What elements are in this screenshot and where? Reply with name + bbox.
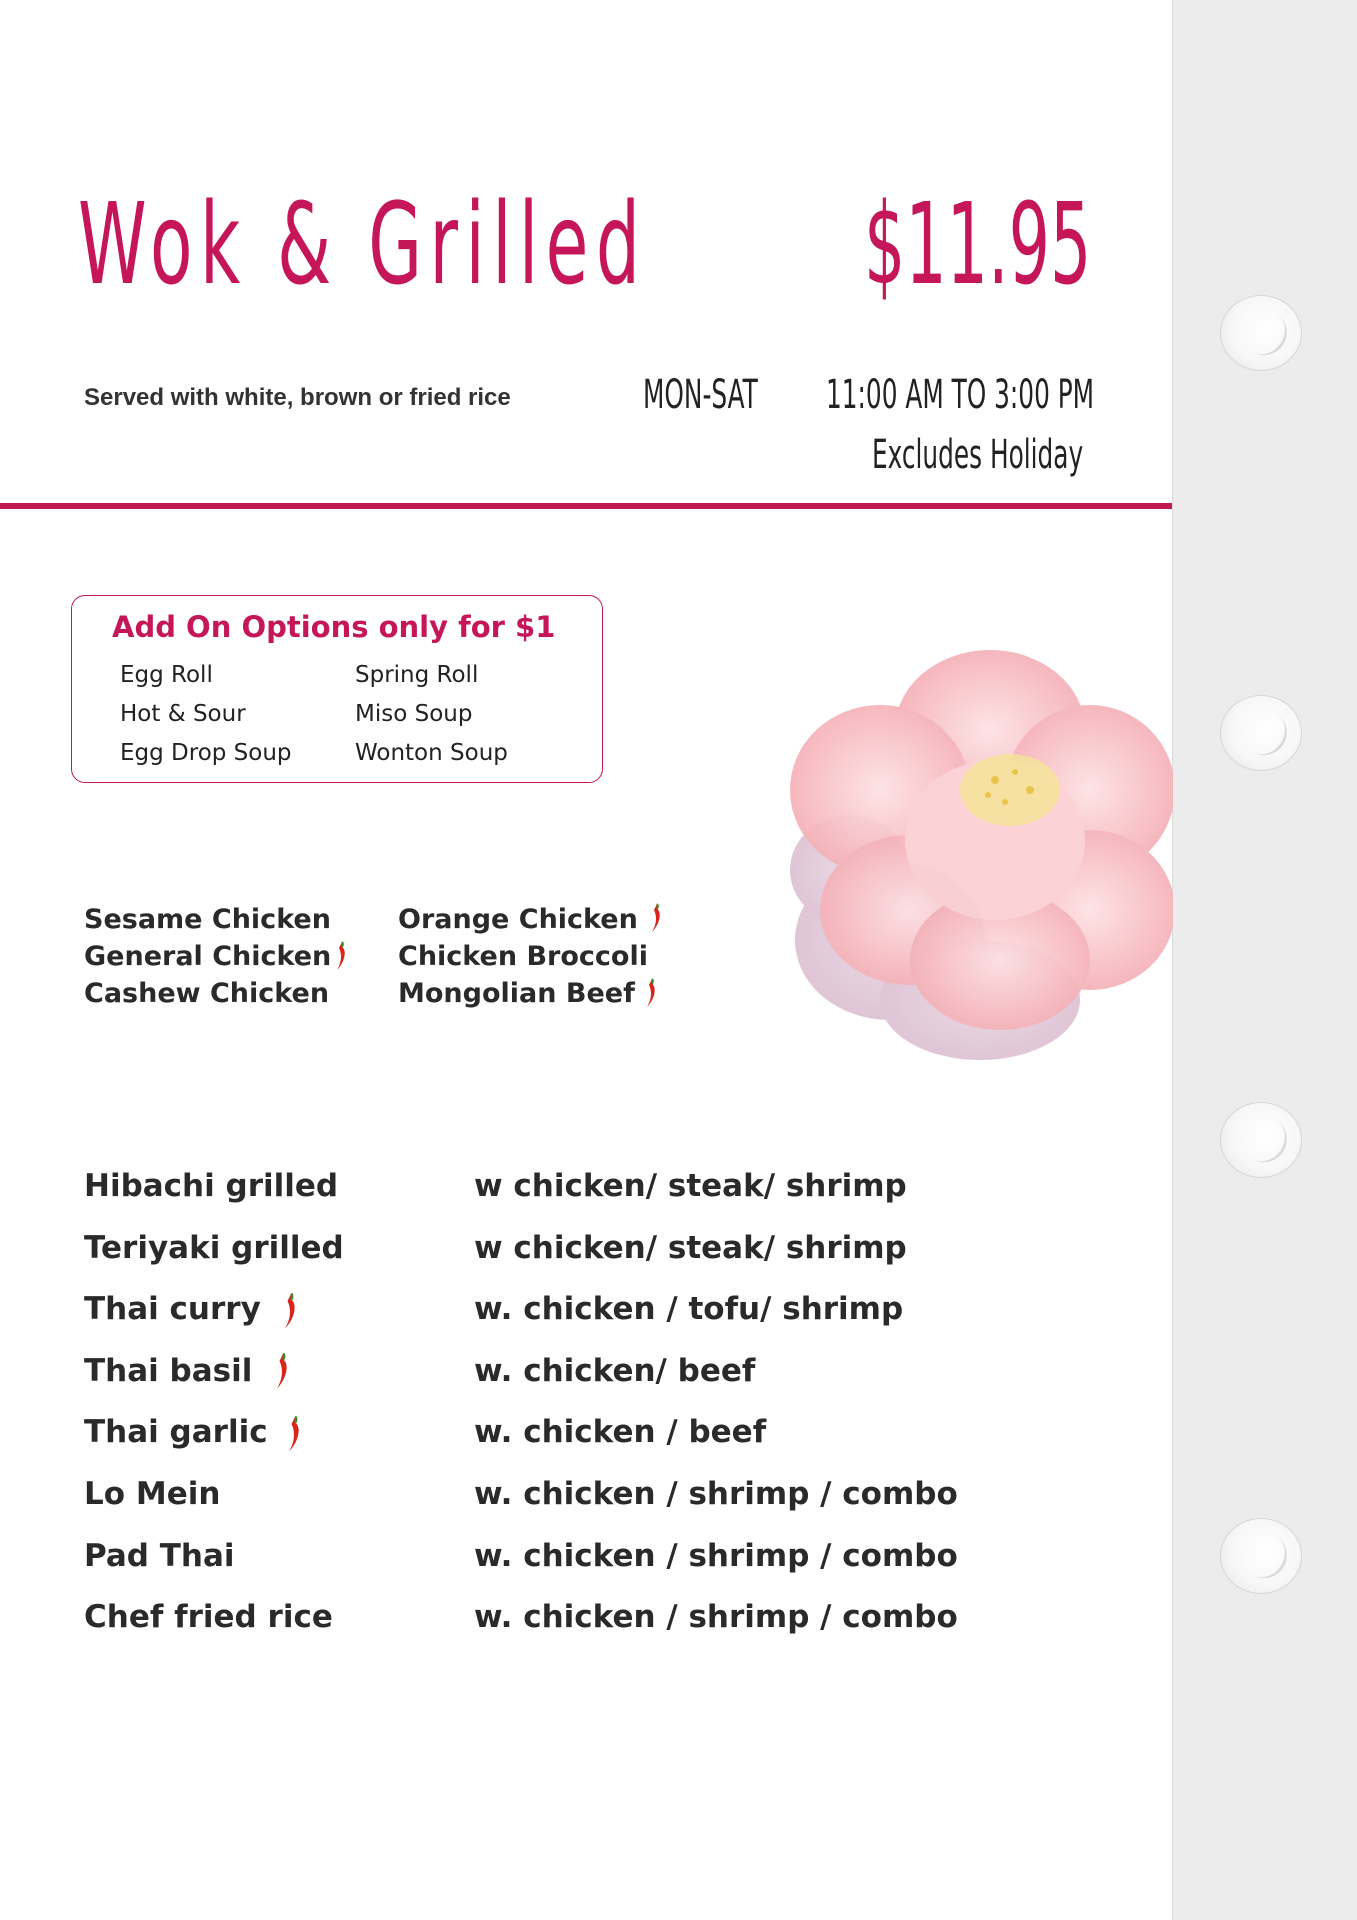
- entree-options: w. chicken / shrimp / combo: [474, 1538, 958, 1574]
- entree-name: Thai garlic: [84, 1414, 268, 1450]
- binder-ring-hole: [1220, 1518, 1302, 1594]
- dish-item: Orange Chicken: [398, 904, 638, 935]
- addon-item: Egg Drop Soup: [120, 740, 292, 766]
- chili-pepper-icon: [643, 977, 659, 1009]
- flower-illustration: [760, 640, 1180, 1070]
- binder-strip: [1173, 0, 1357, 1920]
- entree-name: Lo Mein: [84, 1476, 221, 1512]
- entree-options: w. chicken / shrimp / combo: [474, 1476, 958, 1512]
- chili-pepper-icon: [280, 1290, 300, 1332]
- days-label: MON-SAT: [643, 372, 758, 418]
- hours-label: 11:00 AM TO 3:00 PM: [826, 372, 1095, 418]
- dish-item: Sesame Chicken: [84, 904, 331, 935]
- entree-options: w. chicken / beef: [474, 1414, 767, 1450]
- addon-title: Add On Options only for $1: [112, 610, 556, 644]
- entree-name: Hibachi grilled: [84, 1168, 339, 1204]
- addon-item: Spring Roll: [355, 662, 479, 688]
- binder-ring-hole: [1220, 695, 1302, 771]
- served-with-note: Served with white, brown or fried rice: [84, 384, 511, 411]
- dish-item: Cashew Chicken: [84, 978, 330, 1009]
- entree-name: Teriyaki grilled: [84, 1230, 344, 1266]
- chili-pepper-icon: [272, 1350, 292, 1392]
- addon-item: Hot & Sour: [120, 701, 246, 727]
- dish-item: General Chicken: [84, 941, 332, 972]
- entree-options: w. chicken / shrimp / combo: [474, 1599, 958, 1635]
- menu-price: $11.95: [864, 180, 1092, 310]
- entree-name: Chef fried rice: [84, 1599, 333, 1635]
- binder-ring-hole: [1220, 295, 1302, 371]
- addon-item: Egg Roll: [120, 662, 213, 688]
- menu-title: Wok & Grilled: [78, 180, 648, 310]
- entree-options: w. chicken / tofu/ shrimp: [474, 1291, 904, 1327]
- addon-item: Wonton Soup: [355, 740, 508, 766]
- dish-item: Chicken Broccoli: [398, 941, 648, 972]
- holiday-note: Excludes Holiday: [872, 432, 1084, 478]
- entree-options: w. chicken/ beef: [474, 1353, 756, 1389]
- entree-name: Thai basil: [84, 1353, 253, 1389]
- addon-options-box: [71, 595, 603, 783]
- entree-name: Pad Thai: [84, 1538, 235, 1574]
- entree-name: Thai curry: [84, 1291, 261, 1327]
- chili-pepper-icon: [648, 902, 664, 934]
- entree-options: w chicken/ steak/ shrimp: [474, 1168, 907, 1204]
- entree-options: w chicken/ steak/ shrimp: [474, 1230, 907, 1266]
- dish-item: Mongolian Beef: [398, 978, 635, 1009]
- header-divider: [0, 503, 1172, 509]
- binder-ring-hole: [1220, 1102, 1302, 1178]
- chili-pepper-icon: [284, 1413, 304, 1455]
- addon-item: Miso Soup: [355, 701, 473, 727]
- chili-pepper-icon: [333, 940, 349, 972]
